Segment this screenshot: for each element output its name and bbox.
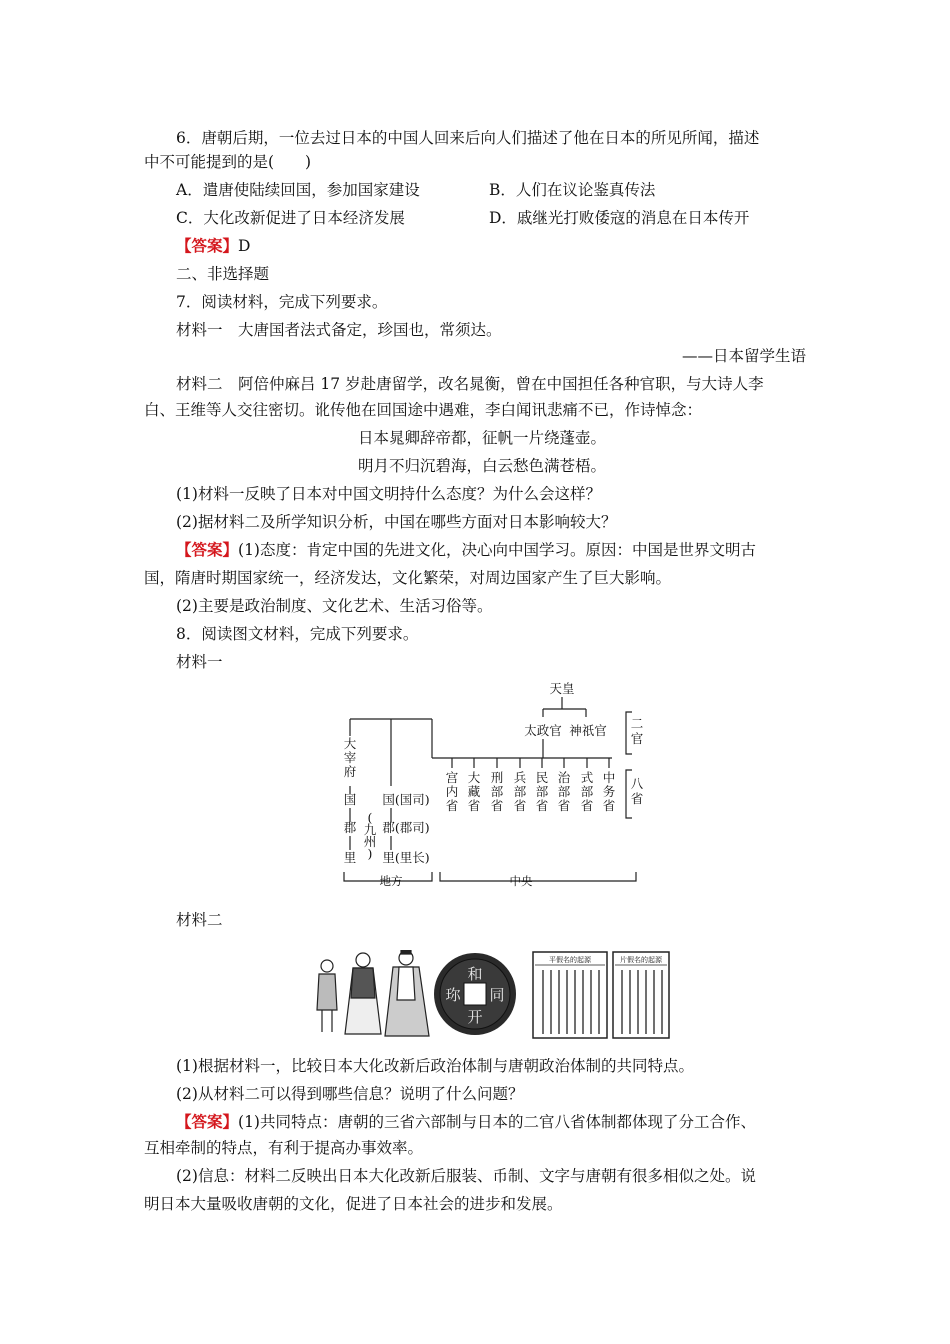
answer-label: 【答案】 <box>176 1112 239 1131</box>
diagram-jingikan: 神祇官 <box>569 723 607 738</box>
wado-coin-image <box>434 953 516 1035</box>
q8-stem: 8．阅读图文材料，完成下列要求。 <box>176 625 419 643</box>
diagram-ministry-4: 民部省 <box>535 770 549 813</box>
diagram-local-left-2: 里 <box>343 850 357 865</box>
q7-material2-line1: 材料二 阿倍仲麻吕 17 岁赴唐留学，改名晁衡，曾在中国担任各种官职，与大诗人李 <box>176 375 764 393</box>
q6-option-b: B．人们在议论鉴真传法 <box>489 181 656 199</box>
q7-material1: 材料一 大唐国者法式备定，珍国也，常须达。 <box>176 321 502 339</box>
diagram-emperor: 天皇 <box>549 681 575 696</box>
q6-option-d: D．戚继光打败倭寇的消息在日本传开 <box>489 209 750 227</box>
diagram-local-right-2: 里(里长) <box>382 850 430 865</box>
q7-poem-line2: 明月不归沉碧海，白云愁色满苍梧。 <box>358 457 607 475</box>
q8-answer1-line1 <box>176 1112 756 1132</box>
diagram-kyushu: (九州) <box>363 810 377 861</box>
diagram-local-right-1: 郡(郡司) <box>382 820 430 835</box>
q8-material2-label: 材料二 <box>176 911 223 929</box>
q6-stem-line1: 6．唐朝后期，一位去过日本的中国人回来后向人们描述了他在日本的所见所闻，描述 <box>176 129 760 147</box>
material2-figure <box>313 950 673 1042</box>
diagram-ministry-2: 刑部省 <box>490 770 504 813</box>
political-system-diagram <box>336 676 652 890</box>
hiragana-title: 平假名的起源 <box>549 956 591 964</box>
diagram-ministries <box>446 770 616 813</box>
q8-answer2-line1: (2)信息：材料二反映出日本大化改新后服装、币制、文字与唐朝有很多相似之处。说 <box>176 1167 756 1185</box>
diagram-dajokan: 太政官 <box>524 723 562 738</box>
diagram-dazaifu: 大宰府 <box>343 736 357 779</box>
diagram-local-right-0: 国(国司) <box>382 792 430 807</box>
q8-answer2-line2: 明日本大量吸收唐朝的文化，促进了日本社会的进步和发展。 <box>144 1195 563 1213</box>
q7-material2-line2: 白、王维等人交往密切。讹传他在回国途中遇难，李白闻讯悲痛不已，作诗悼念： <box>144 401 703 419</box>
q8-material1-label: 材料一 <box>176 653 223 671</box>
q7-question1: (1)材料一反映了日本对中国文明持什么态度？为什么会这样？ <box>176 485 601 503</box>
coin-char-0: 和 <box>467 965 483 983</box>
q7-answer1-text: (1)态度：肯定中国的先进文化，决心向中国学习。原因：中国是世界文明古 <box>238 541 756 559</box>
hiragana-origin-image <box>533 952 607 1038</box>
q7-answer1-line2: 国，隋唐时期国家统一，经济发达，文化繁荣，对周边国家产生了巨大影响。 <box>144 569 672 587</box>
q8-question1: (1)根据材料一，比较日本大化改新后政治体制与唐朝政治体制的共同特点。 <box>176 1057 694 1075</box>
diagram-ministry-6: 式部省 <box>580 770 594 813</box>
q7-question2: (2)据材料二及所学知识分析，中国在哪些方面对日本影响较大？ <box>176 513 617 531</box>
q7-answer1-line1 <box>176 540 756 560</box>
q6-option-a: A．遣唐使陆续回国，参加国家建设 <box>176 181 420 199</box>
coin-char-3: 珎 <box>445 986 461 1004</box>
q8-answer1-text: (1)共同特点：唐朝的三省六部制与日本的二官八省体制都体现了分工合作、 <box>238 1113 756 1131</box>
q6-answer <box>176 236 250 256</box>
q6-option-c: C．大化改新促进了日本经济发展 <box>176 209 405 227</box>
answer-label: 【答案】 <box>176 540 239 559</box>
tang-clothing-figures-image <box>317 950 429 1036</box>
diagram-two-officials: 二官 <box>630 716 644 746</box>
q8-answer1-line2: 互相牵制的特点，有利于提高办事效率。 <box>144 1139 424 1157</box>
coin-char-2: 开 <box>467 1008 483 1026</box>
diagram-ministry-3: 兵部省 <box>513 770 527 813</box>
q8-question2: (2)从材料二可以得到哪些信息？说明了什么问题？ <box>176 1085 524 1103</box>
diagram-ministry-0: 宫内省 <box>445 770 459 813</box>
katakana-origin-image <box>613 952 669 1038</box>
diagram-local-left-0: 国 <box>343 792 357 807</box>
diagram-ministry-7: 中务省 <box>602 770 616 813</box>
answer-label: 【答案】 <box>176 236 239 255</box>
coin-char-1: 同 <box>489 986 505 1004</box>
q7-material1-source: ——日本留学生语 <box>681 347 806 365</box>
q7-answer2: (2)主要是政治制度、文化艺术、生活习俗等。 <box>176 597 493 615</box>
diagram-local-label: 地方 <box>379 874 403 888</box>
diagram-ministry-1: 大藏省 <box>467 770 481 813</box>
q7-poem-line1: 日本晁卿辞帝都，征帆一片绕蓬壶。 <box>358 429 607 447</box>
diagram-ministry-5: 治部省 <box>557 770 571 813</box>
q6-answer-value: D <box>238 237 251 255</box>
q6-stem-line2: 中不可能提到的是( ) <box>144 153 312 171</box>
q7-stem: 7．阅读材料，完成下列要求。 <box>176 293 388 311</box>
diagram-local-left-1: 郡 <box>343 820 357 835</box>
diagram-central-label: 中央 <box>509 874 533 888</box>
katakana-title: 片假名的起源 <box>620 956 662 964</box>
diagram-eight-ministries: 八省 <box>630 776 644 806</box>
section2-title: 二、非选择题 <box>176 265 270 283</box>
